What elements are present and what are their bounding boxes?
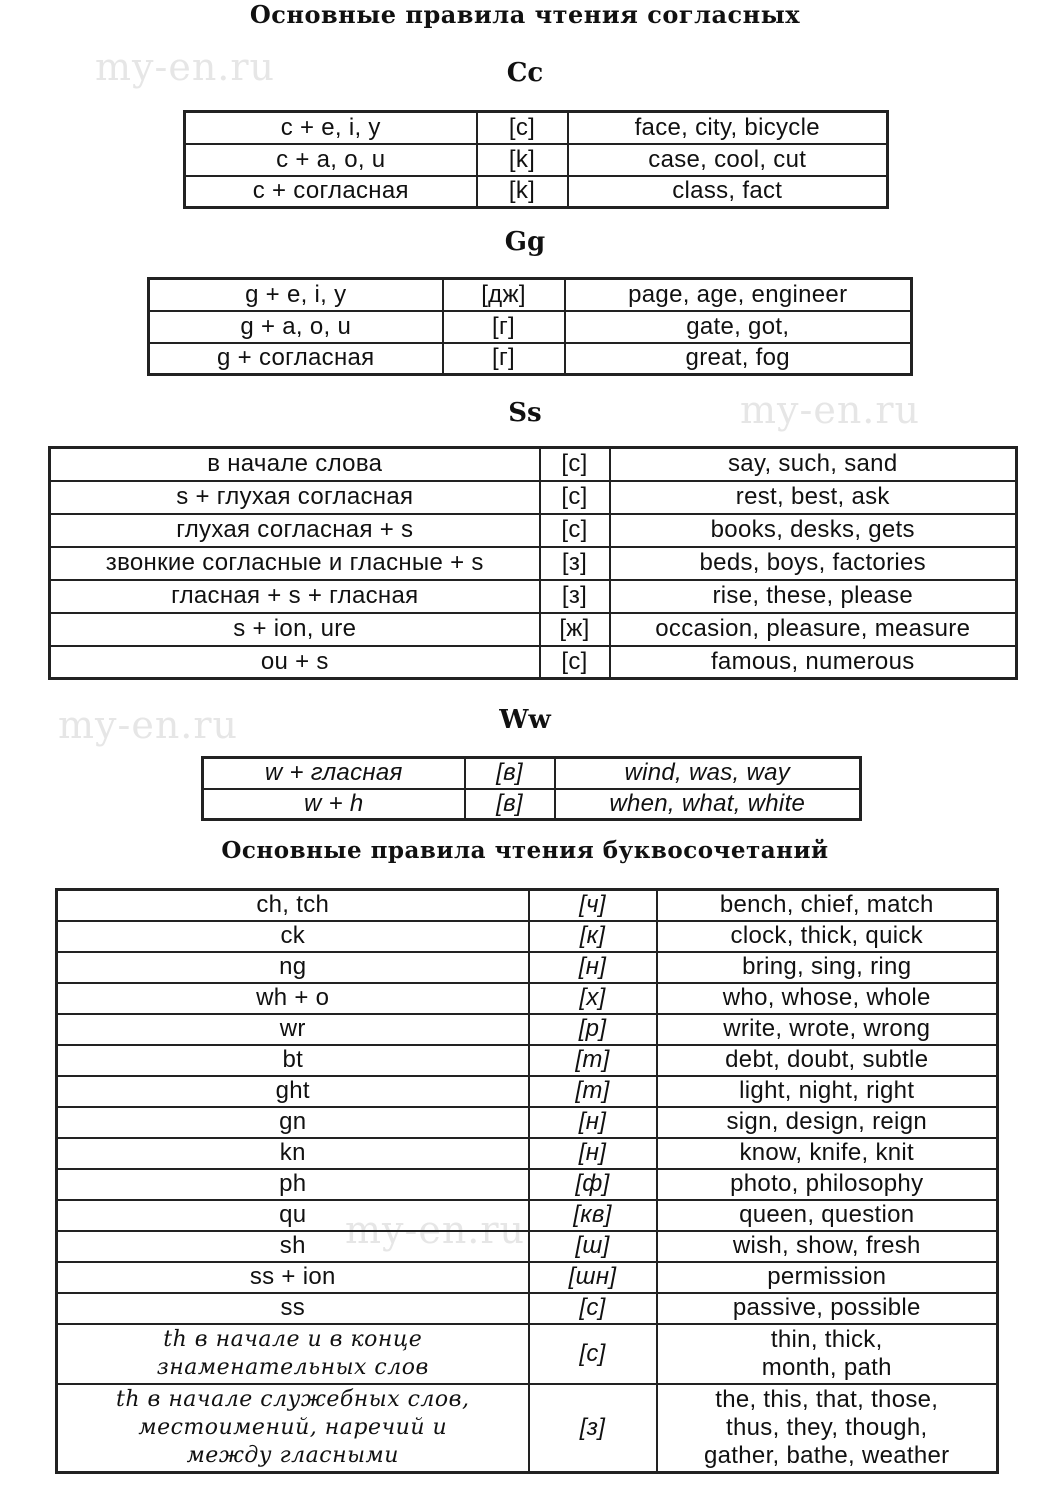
- examples-cell: rise, these, please: [610, 580, 1017, 613]
- table-row: [50, 580, 1017, 613]
- sound-cell: [т]: [529, 1076, 657, 1107]
- examples-cell: page, age, engineer: [565, 279, 912, 311]
- examples-cell: say, such, sand: [610, 448, 1017, 481]
- examples-cell: famous, numerous: [610, 646, 1017, 679]
- example-line: the, this, that, those,: [715, 1385, 939, 1413]
- sound-cell: [c]: [540, 646, 610, 679]
- example-line: month, path: [761, 1353, 892, 1381]
- sound-cell: [ф]: [529, 1169, 657, 1200]
- rule-cell: ck: [57, 921, 529, 952]
- sound-cell: [н]: [529, 1138, 657, 1169]
- sound-cell: [г]: [443, 311, 565, 343]
- section-heading-ss: Ss: [508, 398, 542, 428]
- examples-cell: know, knife, knit: [657, 1138, 998, 1169]
- table-row: [57, 1045, 998, 1076]
- rule-cell: wr: [57, 1014, 529, 1045]
- sound-cell: [ш]: [529, 1231, 657, 1262]
- sound-cell: [k]: [477, 144, 568, 176]
- sound-cell: [шн]: [529, 1262, 657, 1293]
- sound-cell: [c]: [477, 112, 568, 144]
- table-row: [57, 1138, 998, 1169]
- sound-cell: [к]: [529, 921, 657, 952]
- sound-cell: [н]: [529, 1107, 657, 1138]
- page-title: Основные правила чтения согласных: [249, 0, 801, 29]
- rule-cell: sh: [57, 1231, 529, 1262]
- table-row: [57, 1076, 998, 1107]
- rule-cell: g + согласная: [149, 343, 443, 375]
- watermark: my-en.ru: [58, 703, 239, 747]
- table-row: [50, 646, 1017, 679]
- sound-cell: [р]: [529, 1014, 657, 1045]
- examples-cell: clock, thick, quick: [657, 921, 998, 952]
- sound-cell: [c]: [540, 448, 610, 481]
- examples-cell: permission: [657, 1262, 998, 1293]
- watermark: my-en.ru: [740, 388, 921, 432]
- section-heading-cc: Cc: [506, 58, 544, 88]
- examples-cell: rest, best, ask: [610, 481, 1017, 514]
- table-row: [50, 547, 1017, 580]
- table-row: [57, 1293, 998, 1324]
- table-row: [203, 758, 861, 789]
- rule-cell: g + a, o, u: [149, 311, 443, 343]
- sound-cell: [х]: [529, 983, 657, 1014]
- section-heading-gg: Gg: [504, 227, 546, 257]
- rule-line: между гласными: [186, 1442, 399, 1468]
- table-row: [50, 514, 1017, 547]
- table-row: [57, 1014, 998, 1045]
- rule-cell: bt: [57, 1045, 529, 1076]
- rule-cell: c + a, o, u: [185, 144, 477, 176]
- rule-cell: s + глухая согласная: [50, 481, 540, 514]
- rule-cell: звонкие согласные и гласные + s: [50, 547, 540, 580]
- rule-cell: g + e, i, y: [149, 279, 443, 311]
- examples-cell: debt, doubt, subtle: [657, 1045, 998, 1076]
- rule-cell: гласная + s + гласная: [50, 580, 540, 613]
- table-gg: [147, 277, 913, 376]
- sound-cell: [c]: [540, 481, 610, 514]
- section-heading-ww: Ww: [499, 705, 551, 735]
- sound-cell: [з]: [540, 580, 610, 613]
- rule-line: th в начале и в конце: [163, 1326, 423, 1352]
- table-ss: [48, 446, 1018, 680]
- examples-cell: when, what, white: [555, 789, 861, 820]
- examples-cell: gate, got,: [565, 311, 912, 343]
- table-row: [57, 1107, 998, 1138]
- table-row: [57, 890, 998, 921]
- table-row: [57, 983, 998, 1014]
- table-row: [50, 613, 1017, 646]
- examples-cell: passive, possible: [657, 1293, 998, 1324]
- watermark: my-en.ru: [345, 1208, 526, 1252]
- rule-cell: ng: [57, 952, 529, 983]
- table-combinations: [55, 888, 999, 1474]
- table-ww: [201, 756, 862, 821]
- sound-cell: [кв]: [529, 1200, 657, 1231]
- examples-cell: case, cool, cut: [568, 144, 888, 176]
- examples-cell: beds, boys, factories: [610, 547, 1017, 580]
- sound-cell: [г]: [443, 343, 565, 375]
- rule-cell: ch, tch: [57, 890, 529, 921]
- example-line: gather, bathe, weather: [704, 1441, 950, 1469]
- rule-cell: ou + s: [50, 646, 540, 679]
- examples-cell: class, fact: [568, 176, 888, 208]
- table-row: [57, 1262, 998, 1293]
- examples-cell: [657, 1384, 998, 1473]
- table-row: [149, 343, 912, 375]
- rule-cell: qu: [57, 1200, 529, 1231]
- rule-cell: s + ion, ure: [50, 613, 540, 646]
- rule-cell: c + e, i, y: [185, 112, 477, 144]
- rule-cell: c + согласная: [185, 176, 477, 208]
- rule-cell: w + гласная: [203, 758, 465, 789]
- rule-cell: gn: [57, 1107, 529, 1138]
- sound-cell: [н]: [529, 952, 657, 983]
- table-row: [57, 1384, 998, 1473]
- table-row: [57, 921, 998, 952]
- examples-cell: light, night, right: [657, 1076, 998, 1107]
- rule-cell: [57, 1324, 529, 1384]
- table-row: [203, 789, 861, 820]
- examples-cell: sign, design, reign: [657, 1107, 998, 1138]
- examples-cell: wish, show, fresh: [657, 1231, 998, 1262]
- table-row: [50, 481, 1017, 514]
- sound-cell: [з]: [540, 547, 610, 580]
- examples-cell: bring, sing, ring: [657, 952, 998, 983]
- table-row: [57, 1169, 998, 1200]
- examples-cell: who, whose, whole: [657, 983, 998, 1014]
- table-cc: [183, 110, 889, 209]
- rule-cell: w + h: [203, 789, 465, 820]
- examples-cell: bench, chief, match: [657, 890, 998, 921]
- rule-cell: wh + o: [57, 983, 529, 1014]
- examples-cell: write, wrote, wrong: [657, 1014, 998, 1045]
- sound-cell: [т]: [529, 1045, 657, 1076]
- examples-cell: great, fog: [565, 343, 912, 375]
- sound-cell: [в]: [465, 789, 555, 820]
- sound-cell: [c]: [540, 514, 610, 547]
- section-title-combinations: Основные правила чтения буквосочетаний: [221, 837, 829, 864]
- rule-line: знаменательных слов: [156, 1354, 429, 1380]
- example-line: thus, they, though,: [726, 1413, 928, 1441]
- table-row: [149, 279, 912, 311]
- examples-cell: wind, was, way: [555, 758, 861, 789]
- examples-cell: photo, philosophy: [657, 1169, 998, 1200]
- rule-cell: kn: [57, 1138, 529, 1169]
- examples-cell: occasion, pleasure, measure: [610, 613, 1017, 646]
- sound-cell: [дж]: [443, 279, 565, 311]
- examples-cell: books, desks, gets: [610, 514, 1017, 547]
- table-row: [57, 952, 998, 983]
- sound-cell: [c]: [529, 1293, 657, 1324]
- sound-cell: [ж]: [540, 613, 610, 646]
- sound-cell: [з]: [529, 1384, 657, 1473]
- rule-cell: ss + ion: [57, 1262, 529, 1293]
- table-row: [57, 1200, 998, 1231]
- rule-cell: глухая согласная + s: [50, 514, 540, 547]
- table-row: [149, 311, 912, 343]
- sound-cell: [с]: [529, 1324, 657, 1384]
- sound-cell: [k]: [477, 176, 568, 208]
- sound-cell: [в]: [465, 758, 555, 789]
- rule-cell: ss: [57, 1293, 529, 1324]
- table-row: [57, 1231, 998, 1262]
- examples-cell: [657, 1324, 998, 1384]
- rule-line: th в начале служебных слов,: [116, 1386, 470, 1412]
- table-row: [185, 176, 888, 208]
- examples-cell: face, city, bicycle: [568, 112, 888, 144]
- sound-cell: [ч]: [529, 890, 657, 921]
- rule-cell: ght: [57, 1076, 529, 1107]
- rule-cell: [57, 1384, 529, 1473]
- examples-cell: queen, question: [657, 1200, 998, 1231]
- table-row: [185, 112, 888, 144]
- rule-cell: в начале слова: [50, 448, 540, 481]
- rule-line: местоимений, наречий и: [138, 1414, 448, 1440]
- watermark: my-en.ru: [95, 45, 276, 89]
- table-row: [185, 144, 888, 176]
- table-row: [50, 448, 1017, 481]
- example-line: thin, thick,: [770, 1325, 883, 1353]
- table-row: [57, 1324, 998, 1384]
- rule-cell: ph: [57, 1169, 529, 1200]
